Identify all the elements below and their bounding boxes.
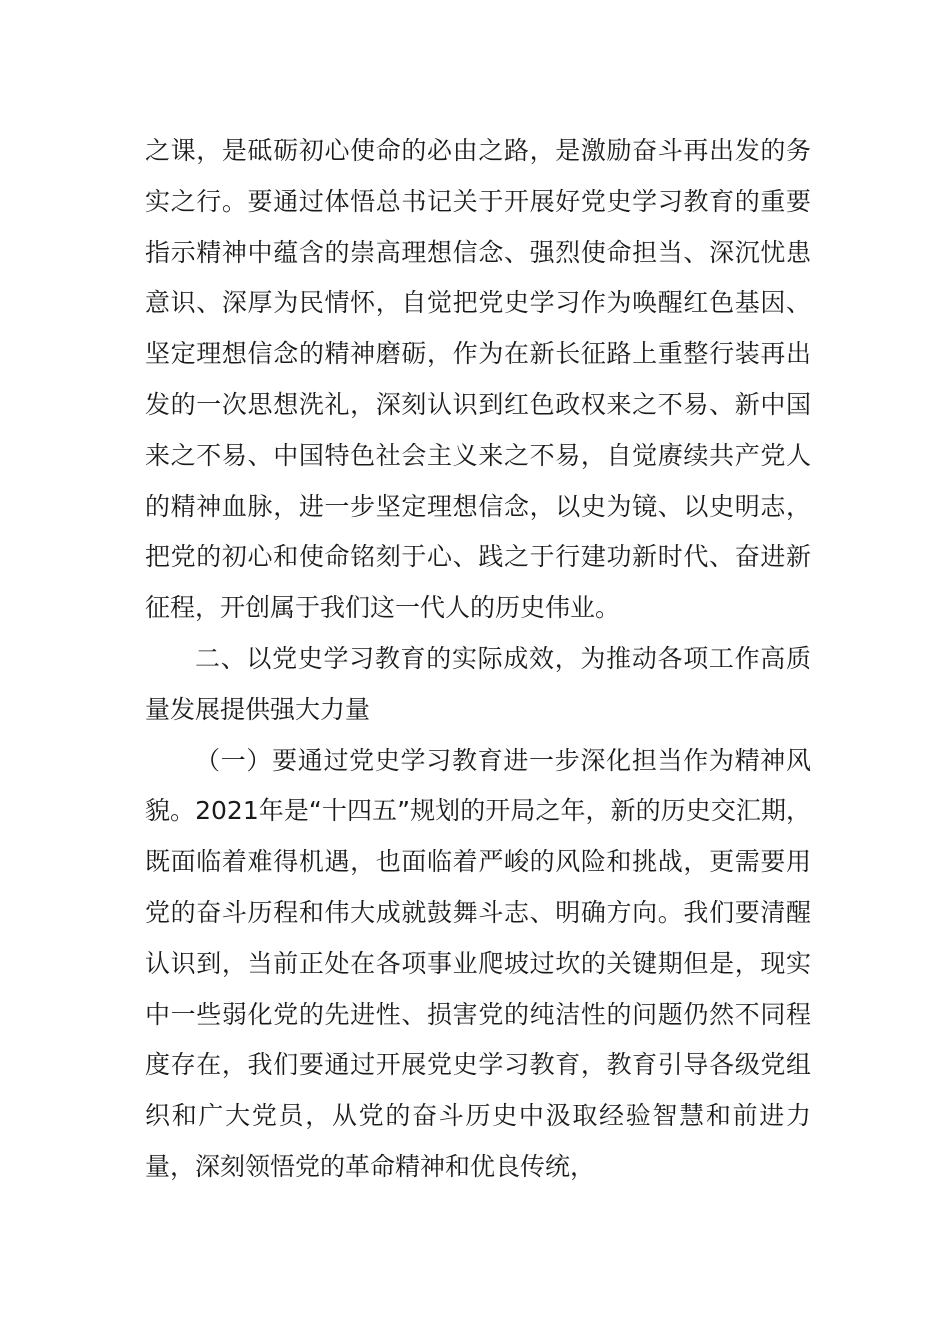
- paragraph-subsection-1: （一）要通过党史学习教育进一步深化担当作为精神风貌。2021年是“十四五”规划的开局之年，新的历史交汇期，既面临着难得机遇，也面临着严峻的风险和挑战，更需要用党的奋斗历程和伟大成就鼓舞斗志、明确方向。我们要清醒认识到，当前正处在各项事业爬坡过坎的关键期但是，现实中一些弱化党的先进性、损害党的纯洁性的问题仍然不同程度存在，我们要通过开展党史学习教育，教育引导各级党组织和广大党员，从党的奋斗历史中汲取经验智慧和前进力量，深刻领悟党的革命精神和优良传统，: [145, 745, 811, 1181]
- section-heading: 二、以党史学习教育的实际成效，为推动各项工作高质量发展提供强大力量: [145, 643, 811, 724]
- body-text: [145, 126, 811, 1193]
- paragraph-continuation: 之课，是砥砺初心使命的必由之路，是激励奋斗再出发的务实之行。要通过体悟总书记关于开展好党史学习教育的重要指示精神中蕴含的崇高理想信念、强烈使命担当、深沉忧患意识、深厚为民情怀，自觉把党史学习作为唤醒红色基因、坚定理想信念的精神磨砺，作为在新长征路上重整行装再出发的一次思想洗礼，深刻认识到红色政权来之不易、新中国来之不易、中国特色社会主义来之不易，自觉赓续共产党人的精神血脉，进一步坚定理想信念，以史为镜、以史明志，把党的初心和使命铭刻于心、践之于行建功新时代、奋进新征程，开创属于我们这一代人的历史伟业。: [145, 136, 811, 623]
